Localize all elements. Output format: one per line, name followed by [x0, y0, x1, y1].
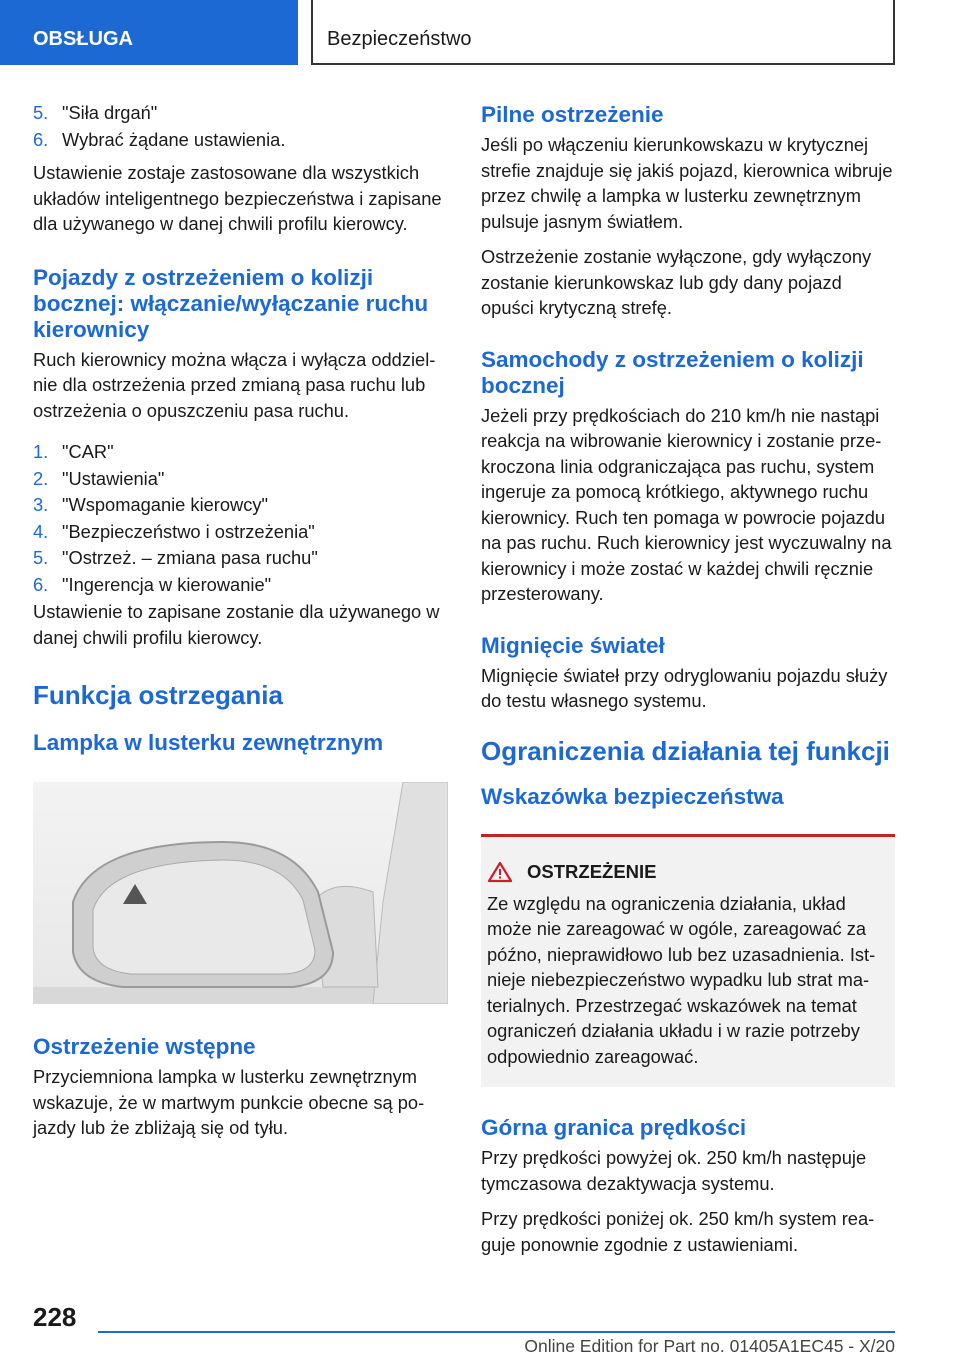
list-text: "CAR" [62, 441, 114, 462]
list-item [33, 439, 451, 465]
footer-rule [98, 1331, 895, 1333]
paragraph: Jeśli po włączeniu kierunkowskazu w krytycznej strefie znajduje się jakiś pojazd, kierownica wibruje przez chwilę a lampka w lusterku zewnętrznym pulsuje jasnym światłem. [481, 134, 893, 232]
paragraph: Ostrzeżenie zostanie wyłączone, gdy wyłączony zostanie kierunkowskaz lub gdy dany pojazd opuści krytyczną strefę. [481, 246, 872, 318]
list-item [33, 466, 451, 492]
warning-box [481, 834, 895, 1088]
paragraph: Przyciemniona lampka w lusterku zewnętrznym wskazuje, że w martwym punkcie obecne są pojazdy lub że zbliżają się od tyłu. [33, 1066, 425, 1138]
heading-function: Funkcja ostrzegania [33, 680, 283, 710]
list-number: 6. [33, 573, 49, 595]
heading-speed: Górna granica prędkości [481, 1115, 747, 1140]
list-number: 5. [33, 102, 49, 123]
warning-triangle-icon [487, 861, 513, 883]
list-number: 4. [33, 520, 49, 542]
heading-limits: Ograniczenia działania tej funkcji [481, 735, 890, 766]
heading-safety: Wskazówka bezpieczeństwa [481, 783, 784, 809]
list-item [33, 572, 451, 598]
paragraph: Mignięcie świateł przy odryglowaniu pojazdu służy do testu własnego systemu. [481, 664, 888, 711]
heading-cars: Samochody z ostrzeżeniem o kolizji bocznej [481, 346, 864, 398]
heading-urgent: Pilne ostrzeżenie [481, 102, 664, 127]
heading-mirror: Lampka w lusterku zewnętrznym [33, 730, 384, 755]
footer-edition: Online Edition for Part no. 01405A1EC45 - X/20 [524, 1336, 895, 1356]
mirror-illustration [33, 782, 448, 1004]
list-text: "Ustawienia" [62, 467, 165, 489]
left-column [33, 100, 451, 1151]
page-number: 228 [33, 1302, 77, 1332]
right-column [481, 100, 899, 1267]
mirror-drawing [33, 782, 448, 1004]
list-number: 1. [33, 441, 49, 462]
page-title: Bezpieczeństwo [311, 0, 895, 65]
list-number: 6. [33, 128, 49, 150]
list-item [33, 519, 451, 545]
list-text: Wybrać żądane ustawienia. [62, 128, 286, 150]
list-item [33, 545, 451, 571]
list-item [33, 127, 451, 153]
list-text: "Wspomaganie kierowcy" [62, 494, 269, 515]
list-item [33, 100, 451, 126]
list-text: "Bezpieczeństwo i ostrzeżenia" [62, 520, 315, 542]
paragraph: Przy prędkości poniżej ok. 250 km/h system reaguje ponownie zgodnie z ustawieniami. [481, 1208, 875, 1255]
paragraph: Ustawienie zostaje zastosowane dla wszystkich układów inteligentnego bezpieczeństwa i zapisane dla używanego w danej chwili profilu kierowcy. [33, 162, 442, 234]
paragraph: Przy prędkości powyżej ok. 250 km/h następuje tymczasowa dezaktywacja systemu. [481, 1147, 867, 1194]
list-text: "Ingerencja w kierowanie" [62, 573, 272, 595]
section-tab: OBSŁUGA [0, 0, 298, 65]
heading-pre-warning: Ostrzeżenie wstępne [33, 1034, 256, 1059]
list-number: 3. [33, 494, 49, 515]
paragraph: Ruch kierownicy można włącza i wyłącza oddzielnie dla ostrzeżenia przed zmianą pasa ruchu lub ostrzeżenia o opuszczeniu pasa ruchu. [33, 348, 436, 421]
warning-label: OSTRZEŻENIE [527, 860, 657, 882]
heading-flash: Mignięcie świateł [481, 632, 665, 658]
list-text: "Ostrzeż. – zmiana pasa ruchu" [62, 547, 318, 568]
warning-title [487, 861, 889, 883]
list-text: "Siła drgań" [62, 102, 158, 123]
heading-collision: Pojazdy z ostrzeżeniem o kolizji bocznej: włączanie/wyłączanie ruchu kierownicy [33, 264, 429, 342]
list-item [33, 492, 451, 518]
list-number: 2. [33, 467, 49, 489]
warning-text: Ze względu na ograniczenia działania, układ może nie zareagować w ogóle, zareagować za późno, nieprawidłowo lub bez uzasadnienia. Istnieje niebezpieczeństwo wypadku lub strat materialnych. Przestrzegać wskazówek na temat ograniczeń działania układu i w razie potrzeby odpowiednio zareagować. [487, 892, 876, 1067]
paragraph: Jeżeli przy prędkościach do 210 km/h nie nastąpi reakcja na wibrowanie kierownicy i zostanie przekroczona linia odgraniczająca pas ruchu, system ingeruje za pomocą krótkiego, aktywnego ruchu kierownicy. Ruch ten pomaga w powrocie pojazdu na pas ruchu. Ruch kierownicy jest wyczuwalny na kierownicy i może zostać w każdej chwili ręcznie przesterowany. [481, 404, 892, 604]
list-number: 5. [33, 547, 49, 568]
paragraph: Ustawienie to zapisane zostanie dla używanego w danej chwili profilu kierowcy. [33, 601, 440, 648]
settings-list [33, 439, 451, 597]
